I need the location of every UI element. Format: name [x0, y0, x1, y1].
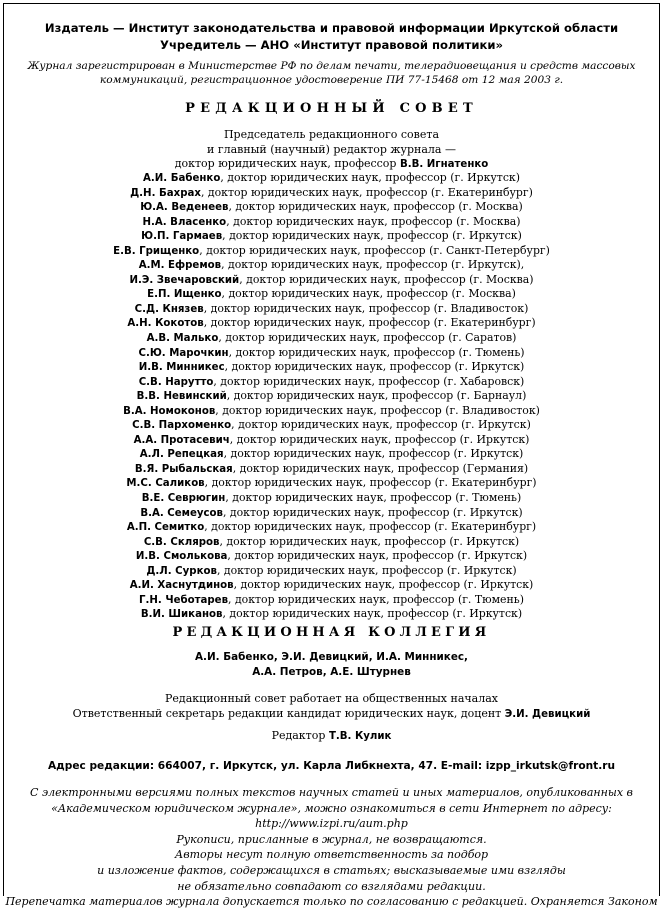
member-credentials: , доктор юридических наук, профессор (г. Иркутск) [227, 549, 528, 563]
council-member [4, 520, 659, 535]
member-name: Г.Н. Чеботарев [139, 594, 229, 606]
council-member [4, 258, 659, 273]
masthead-header [4, 20, 659, 54]
council-member [4, 200, 659, 215]
registration-line: Журнал зарегистрирован в Министерстве РФ по делам печати, телерадиовещания и средств массовых [27, 60, 636, 72]
member-name: С.В. Пархоменко [132, 420, 232, 432]
member-name: Ю.А. Веденеев [140, 202, 229, 214]
member-credentials: , доктор юридических наук, профессор (г. Владивосток) [215, 403, 540, 417]
member-name: В.А. Номоконов [123, 405, 216, 417]
member-name: М.С. Саликов [126, 478, 205, 490]
member-credentials: , доктор юридических наук, профессор (г. Иркутск) [223, 505, 523, 519]
member-credentials: , доктор юридических наук, профессор (г. Иркутск) [220, 171, 520, 184]
member-credentials: , доктор юридических наук, профессор (г. Тюмень) [228, 345, 525, 359]
council-member [4, 244, 659, 259]
member-credentials: , доктор юридических наук, профессор (г. Иркутск) [231, 418, 531, 432]
member-name: В.И. Шиканов [140, 609, 223, 621]
info-line [4, 706, 659, 722]
member-name: А.А. Протасевич [133, 434, 230, 446]
member-credentials: , доктор юридических наук, профессор (г. Москва) [226, 214, 521, 228]
council-member [4, 389, 659, 404]
editor-label: Редактор [271, 729, 329, 742]
member-credentials: , доктор юридических наук, профессор (г. Москва) [228, 200, 523, 214]
secretary-name: Э.И. Девицкий [504, 709, 591, 720]
member-credentials: , доктор юридических наук, профессор (г. Хабаровск) [213, 374, 525, 388]
member-credentials: , доктор юридических наук, профессор (г. Екатеринбург) [204, 520, 537, 534]
council-member [4, 549, 659, 564]
member-name: В.Я. Рыбальская [134, 463, 233, 475]
member-credentials: , доктор юридических наук, профессор (г. Барнаул) [226, 389, 527, 403]
council-member [4, 564, 659, 579]
chair-name: В.В. Игнатенко [399, 159, 489, 170]
member-credentials: , доктор юридических наук, профессор (г. Тюмень) [225, 491, 522, 505]
editorial-address: Адрес редакции: 664007, г. Иркутск, ул. Карла Либкнехта, 47. E-mail: izpp_irkutsk@front.ru [47, 760, 616, 772]
member-name: Н.А. Власенко [142, 216, 227, 228]
council-member [4, 506, 659, 521]
editorial-info [4, 691, 659, 722]
member-name: А.В. Малько [146, 333, 219, 345]
member-name: Е.В. Грищенко [113, 245, 200, 257]
member-name: Д.Н. Бахрах [130, 187, 201, 199]
member-credentials: , доктор юридических наук, профессор (г. Иркутск) [233, 578, 534, 592]
council-member [4, 273, 659, 288]
member-credentials: , доктор юридических наук, профессор (г. Владивосток) [203, 301, 529, 315]
council-member [4, 375, 659, 390]
registration-line: коммуникаций, регистрационное удостоверение ПИ 77-15468 от 12 мая 2003 г. [99, 74, 564, 86]
member-name: В.В. Невинский [136, 391, 227, 403]
member-credentials: , доктор юридических наук, профессор (г. Иркутск) [222, 229, 522, 243]
registration-note [4, 59, 659, 87]
member-credentials: , доктор юридических наук, профессор (г. Саратов) [218, 331, 517, 345]
board-heading: РЕДАКЦИОННАЯ КОЛЛЕГИЯ [172, 625, 491, 640]
footer-line: Перепечатка материалов журнала допускается только по согласованию с редакцией. Охраняется Законом [5, 895, 658, 909]
member-name: Ю.П. Гармаев [141, 231, 223, 243]
member-credentials: , доктор юридических наук, профессор (г. Екатеринбург) [203, 316, 536, 330]
member-credentials: , доктор юридических наук, профессор (г. Екатеринбург) [204, 476, 537, 490]
council-heading: РЕДАКЦИОННЫЙ СОВЕТ [185, 101, 478, 116]
footer-line: «Академическом юридическом журнале», можно ознакомиться в сети Интернет по адресу: [51, 801, 612, 815]
founder-line: Учредитель — АНО «Институт правовой политики» [160, 38, 503, 52]
council-member [4, 418, 659, 433]
council-member [4, 607, 659, 622]
council-chair [4, 128, 659, 173]
masthead-page [3, 3, 660, 909]
chair-title: доктор юридических наук, профессор [174, 157, 400, 170]
council-member [4, 287, 659, 302]
member-credentials: , доктор юридических наук, профессор (г. Иркутск) [223, 447, 524, 461]
member-name: С.Д. Князев [134, 303, 204, 315]
member-name: И.Э. Звечаровский [129, 274, 240, 286]
member-credentials: , доктор юридических наук, профессор (г. Екатеринбург) [200, 185, 533, 199]
footer-line: не обязательно совпадают со взглядами редакции. [177, 879, 486, 893]
member-name: В.А. Семеусов [140, 507, 223, 519]
chair-line: Председатель редакционного совета [223, 128, 440, 141]
board-line: А.А. Петров, А.Е. Штурнев [252, 666, 411, 678]
member-name: Д.Л. Сурков [146, 565, 217, 577]
council-member [4, 229, 659, 244]
council-member [4, 186, 659, 201]
member-name: А.П. Семитко [126, 522, 205, 534]
member-credentials: , доктор юридических наук, профессор (г. Иркутск) [222, 607, 523, 621]
council-member [4, 404, 659, 419]
member-name: А.Н. Кокотов [127, 318, 204, 330]
website-link[interactable]: http://www.izpi.ru/aum.php [255, 817, 408, 831]
member-name: В.Е. Севрюгин [141, 493, 226, 505]
council-member [4, 593, 659, 608]
council-member [4, 433, 659, 448]
member-name: С.В. Нарутто [138, 376, 214, 388]
member-name: А.И. Бабенко [143, 173, 221, 184]
member-credentials: , доктор юридических наук, профессор (г. Москва) [239, 272, 534, 286]
chair-line: и главный (научный) редактор журнала — [207, 142, 456, 156]
member-name: А.И. Хаснутдинов [129, 580, 234, 592]
member-name: И.В. Минникес [138, 362, 225, 374]
footer-line: Авторы несут полную ответственность за подбор [174, 848, 489, 862]
council-member [4, 360, 659, 375]
editorial-board [4, 650, 659, 680]
member-name: С.Ю. Марочкин [138, 347, 229, 359]
member-name: И.В. Смолькова [135, 551, 228, 563]
footer-line: Рукописи, присланные в журнал, не возвращаются. [176, 832, 487, 846]
editor-line [4, 729, 659, 742]
member-name: Е.П. Ищенко [147, 289, 222, 301]
member-name: С.В. Скляров [143, 536, 220, 548]
council-member [4, 331, 659, 346]
board-line: А.И. Бабенко, Э.И. Девицкий, И.А. Минникес, [194, 651, 468, 663]
info-line: Редакционный совет работает на общественных началах [165, 692, 498, 705]
council-member [4, 447, 659, 462]
council-member [4, 476, 659, 491]
footer-line: С электронными версиями полных текстов научных статей и иных материалов, опубликованных в [30, 786, 633, 799]
member-credentials: , доктор юридических наук, профессор (г. Иркутск) [224, 360, 525, 374]
council-members-list [4, 171, 659, 622]
member-credentials: , доктор юридических наук, профессор (г. Иркутск) [229, 432, 530, 446]
footer-notes [4, 785, 659, 910]
footer-line: и изложение фактов, содержащихся в статьях; высказываемые ими взгляды [97, 863, 566, 877]
council-member [4, 578, 659, 593]
council-member [4, 491, 659, 506]
member-credentials: , доктор юридических наук, профессор (г. Иркутск) [219, 534, 520, 548]
member-name: А.Л. Репецкая [139, 449, 224, 461]
publisher-line: Издатель — Институт законодательства и правовой информации Иркутской области [44, 21, 619, 35]
member-credentials: , доктор юридических наук, профессор (г. Москва) [221, 287, 516, 301]
editor-name: Т.В. Кулик [328, 731, 392, 742]
council-member [4, 316, 659, 331]
member-credentials: , доктор юридических наук, профессор (г. Санкт-Петербург) [199, 243, 550, 257]
member-credentials: , доктор юридических наук, профессор (Германия) [232, 461, 529, 475]
council-member [4, 171, 659, 186]
council-member [4, 462, 659, 477]
member-credentials: , доктор юридических наук, профессор (г. Тюмень) [228, 592, 524, 606]
council-member [4, 346, 659, 361]
council-member [4, 302, 659, 317]
member-credentials: , доктор юридических наук, профессор (г. Иркутск) [216, 563, 517, 577]
council-member [4, 535, 659, 550]
member-name: А.М. Ефремов [138, 260, 222, 272]
member-credentials: , доктор юридических наук, профессор (г. Иркутск), [221, 258, 525, 272]
council-member [4, 215, 659, 230]
secretary-title: Ответственный секретарь редакции кандидат юридических наук, доцент [72, 707, 505, 720]
